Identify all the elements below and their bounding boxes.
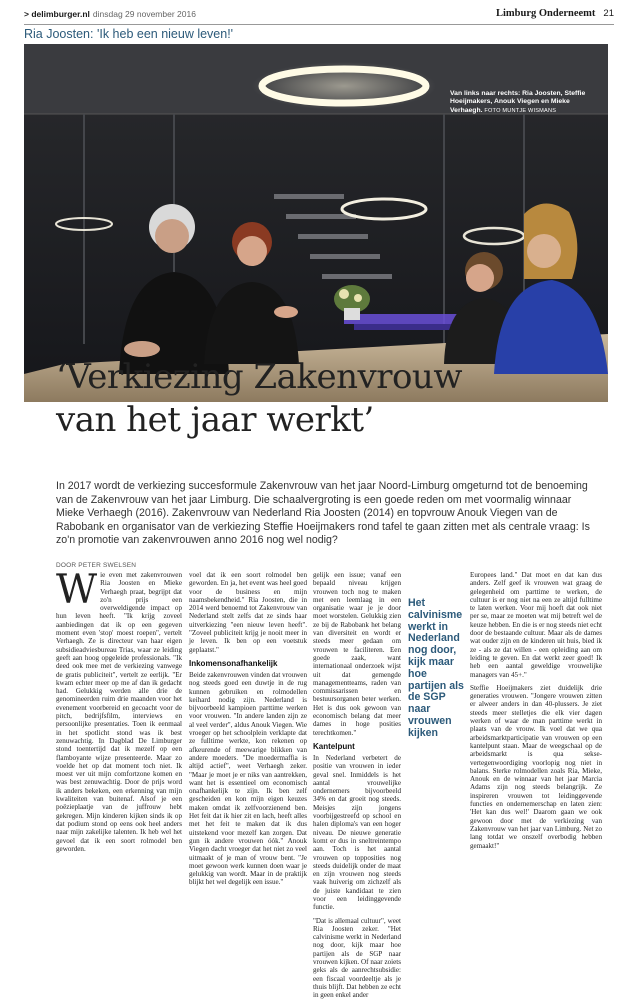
masthead-date: dinsdag 29 november 2016 [92,9,196,19]
column-2-text-b: Beide zakenvrouwen vinden dat vrouwen nog steeds goed een duwtje in de rug kunnen gebruiken en rolmodellen keihard nodig zijn. Nederland is bijvoorbeeld kampioen parttime werken voor vrouwen. "In andere landen zijn ze al veel verder", aldus Anouk Viegen. Wie vroeger op het schoolplein verklapte dat ze fulltime werkte, kon rekenen op afkeurende of meewarige blikken van andere moeders. "De moedermaffia is altijd actief", weet Verhaegh zeker. "Maar je moet je er niks van aantrekken, want het is essentieel om economisch onafhankelijk te zijn. Ik ben zelf gescheiden en kon mijn eigen keuzes maken omdat ik zelfvoorzienend ben. Het feit dat ik hier zit en lach, heeft alles met het feit te maken dat ik dus uitstekend voor mezelf kan zorgen. Dat gun ik andere vrouwen óók." Anouk Viegen dacht vroeger dat het niet zo veel uitmaakt of je man of vrouw bent. "Je moet gewoon werk kunnen doen waar je gelukkig van wordt. Maar in de praktijk blijkt het wel degelijk een issue." [189,670,307,887]
masthead-site[interactable]: > delimburger.nl dinsdag 29 november 2016 [24,9,196,19]
column-1 [56,567,182,896]
byline: DOOR PETER SWELSEN [56,562,137,569]
photo-credit: FOTO MUNTJE WISMANS [484,107,557,114]
drop-cap: W [56,567,98,613]
pull-quote: Het calvinisme werkt in Nederland nog door, kijk maar hoe partijen als de SGP naar vrouwen kijken [408,597,464,739]
column-3 [313,571,401,1000]
subhead-kantelpunt: Kantelpunt [313,741,355,751]
column-3-text: gelijk een issue; vanaf een bepaald niveau krijgen vrouwen toch nog te maken met een leemlaag in een organisatie waar je je door moet worstelen. Gelukkig zien ze bij de Rabobank het belang van diversiteit en wordt er steeds meer gedaan om vrouwen te faciliteren. Een goede zaak, want internationaal onderzoek wijst uit dat gemengde managementteams, raden van commissarissen en bestuursorganen beter werken. Het is dus ook gewoon van economisch belang dat meer dames in hoge posities terechtkomen." [313,571,401,737]
headline-line-2: van het jaar werkt’ [56,400,374,440]
column-1-text: ie even met zakenvrouwen Ria Joosten en Mieke Verhaegh praat, begrijpt dat zo'n prijs een overweldigende impact op hun leven heeft. "Ik krijg zoveel aanbiedingen dat ik op een gegeven moment even 'stop' moest roepen", vertelt Verhaegh. Ze is directeur van haar eigen subsidieadviesbureau Trias, waar ze leiding geeft aan hoog opgeleide professionals. "Ik deed ook mee met de verkiezing vanwege de gratis publiciteit", vertelt ze eerlijk. "Er kwam echter meer op me af dan ik gedacht had. Gelukkig werden alle drie de genomineerden ruim drie maanden voor het evenement voorbereid en gecoacht voor de pitch, bedrijfsfilm, interviews en persoonlijke presentaties. Toen ik eenmaal in het spotlicht stond was ik best zenuwachtig. In Dagblad De Limburger stond toentertijd dat ik mezelf op een flamboyante wijze presenteerde. Maar zo voelde het op dat moment toch niet. Ik moest ver uit mijn comfortzone komen en was best zenuwachtig. Door de prijs word ik anders bekeken, een erkenning van mijn kwaliteiten van buitenaf. Alsof je een poëzieplaatje van de juffrouw hebt gekregen. Mijn kinderen kijken sinds ik op dat podium stond op eens ook heel anders naar mijn zakelijke talenten. Ik heb wel het gevoel dat ik een soort rolmodel ben geworden. [56,571,182,853]
column-3-text-c: "Dat is allemaal cultuur", weet Ria Joosten zeker. "Het calvinisme werkt in Nederland nog door, kijk maar hoe partijen als de SGP naar vrouwen kijken. Of naar zoiets geks als de aanrechtsubsidie: een fiscaal voordeeltje als je thuis blijft. Dat hebben ze echt in geen enkel ander [313,916,401,1000]
headline [56,356,616,442]
column-2-text: voel dat ik een soort rolmodel ben geworden. En ja, het event was heel goed voor de business en mijn naamsbekendheid." Ria Joosten, die in 2014 werd benoemd tot Zakenvrouw van Nederland stelt zelfs dat ze sinds haar uitverkiezing "een nieuw leven heeft". "Zoveel publiciteit krijg je nooit meer in je leven. Ik ben op een voetstuk geplaatst." [189,571,307,654]
column-4-text-b: Steffie Hoeijmakers ziet duidelijk drie generaties vrouwen. "Jongere vrouwen zitten er alweer anders in dan 40-plussers. Je ziet steeds meer stelletjes die elk vier dagen werken of waar de man parttime werkt in plaats van de vrouw. Ik voel dat we qua arbeidsmarktparticipatie van vrouwen op een kantelpunt staan. Maar de weegschaal op de arbeidsmarkt is qua sekse-vertegenwoordiging voorlopig nog niet in balans. Sterke rolmodellen zoals Ria, Mieke, Anouk en de winnaar van het jaar Marcia Adams zijn nog steeds belangrijk. Ze inspireren vrouwen tot leidinggevende functies en ondernemerschap en laten zien: 'Het kan dus wel!' Daarom gaan we ook gewoon door met de verkiezing van Zakenvrouw van het jaar van Limburg. Net zo lang totdat we onszelf overbodig hebben gemaakt!" [470,683,602,850]
intro-paragraph: In 2017 wordt de verkiezing succesformule Zakenvrouw van het jaar Noord-Limburg omgeturnd tot de benoeming van de Zakenvrouw van het jaar Limburg. Die schaalvergroting is een goede reden om met voormalig winnaar Mieke Verhaegh (2016). Zakenvrouw van Nederland Ria Joosten (2014) en topvrouw Anouk Viegen van de Rabobank en organisator van de verkiezing Steffie Hoeijmakers rond tafel te gaan zitten met als centrale vraag: Is zo'n promotie van zakenvrouwen anno 2016 nog wel nodig? [56,480,590,547]
photo-caption: Van links naar rechts: Ria Joosten, Steffie Hoeijmakers, Anouk Viegen en Mieke Verhaegh. FOTO MUNTJE WISMANS [450,90,586,114]
article-kicker: Ria Joosten: 'Ik heb een nieuw leven!' [24,27,234,41]
column-3-text-b: In Nederland verbetert de positie van vrouwen in ieder geval snel. Inmiddels is het aantal vrouwelijke ondernemers bijvoorbeeld 34% en dat groeit nog steeds. Meisjes zijn jongens voorbijgestreefd op school en halen diploma's van een hoger niveau. De nieuwe generatie komt er dus in sneltreintempo aan. Toch is het aantal vrouwen op topposities nog steeds duidelijk onder de maat en zijn vrouwen nog steeds vaak huiverig om zichzelf als de juiste kandidaat te zien voor een leidinggevende functie. [313,753,401,912]
column-2 [189,571,307,896]
masthead [24,8,614,25]
masthead-section: Limburg Onderneemt 21 [495,8,614,19]
headline-line-1: ‘Verkiezing Zakenvrouw [56,357,462,397]
column-4-text: Europees land." Dat moet en dat kan dus anders. Zelf geef ik vrouwen wat graag de gelegenheid om parttime te werken, de cultuur is er nog niet na een ze altijd fulltime te laten werken. Voor mij hoeft dat ook niet per se, maar ze moeten wat mij betreft wel de keuze hebben. En die is er nog steeds niet echt door de bestaande cultuur. Maar als de dames wat ouder zijn en de kinderen uit huis, bied ik ze - als ze dat willen - een opleiding aan om leiding te geven. En dat werkt zeer goed! Ik heb een aantal geweldige vrouwelijke managers van 45+." [470,571,602,679]
column-4 [470,571,602,896]
article-photo [24,44,608,402]
page-number: 21 [603,8,614,19]
subhead-inkomen: Inkomensonafhankelijk [189,658,278,668]
